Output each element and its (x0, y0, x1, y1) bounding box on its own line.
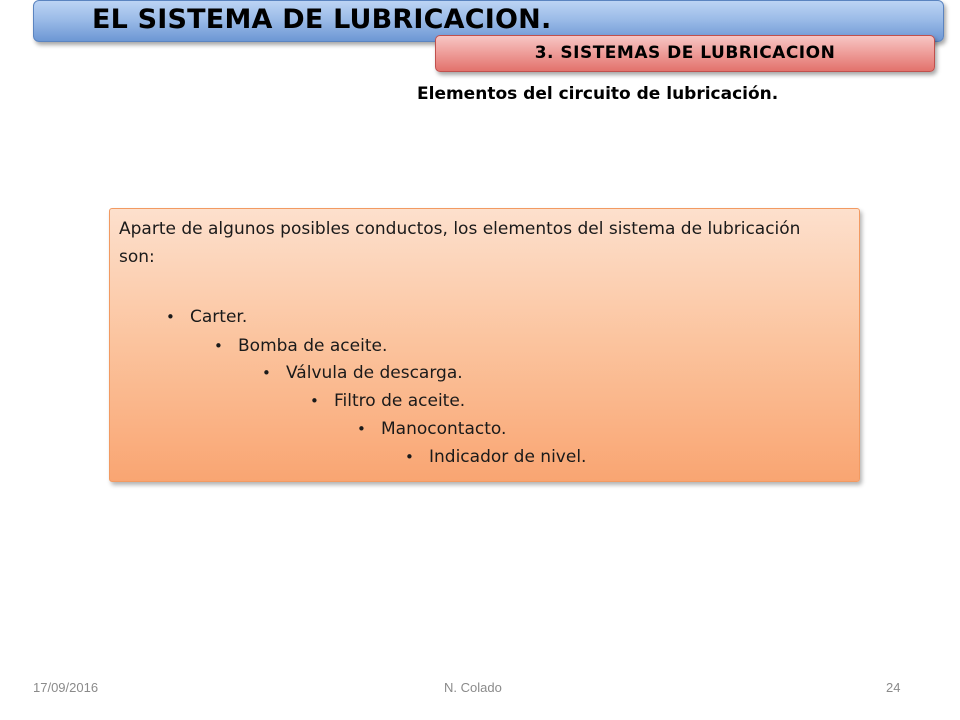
list-item (166, 303, 247, 331)
subtitle-banner (435, 35, 935, 72)
list-item-label: Manocontacto. (381, 419, 507, 439)
section-heading: Elementos del circuito de lubricación. (417, 84, 779, 104)
bullet-icon: • (310, 392, 319, 410)
bullet-icon: • (357, 420, 366, 438)
list-item-label: Carter. (190, 307, 248, 327)
list-item (405, 443, 586, 471)
bullet-icon: • (262, 364, 271, 382)
intro-text: Aparte de algunos posibles conductos, los elementos del sistema de lubricación son: (119, 219, 801, 267)
list-item (357, 415, 506, 443)
slide-title: EL SISTEMA DE LUBRICACION. (92, 4, 552, 35)
page-number: 24 (886, 680, 901, 695)
bullet-icon: • (214, 337, 223, 355)
bullet-icon: • (166, 308, 175, 326)
list-item-label: Válvula de descarga. (286, 363, 463, 383)
list-item-label: Indicador de nivel. (429, 447, 587, 467)
footer-date: 17/09/2016 (33, 680, 99, 695)
content-box (109, 208, 860, 482)
list-item (214, 332, 387, 360)
list-item-label: Bomba de aceite. (238, 336, 388, 356)
slide-subtitle: 3. SISTEMAS DE LUBRICACION (534, 43, 836, 63)
footer-author: N. Colado (444, 680, 502, 695)
list-item (310, 387, 465, 415)
list-item (262, 359, 463, 387)
bullet-icon: • (405, 448, 414, 466)
list-item-label: Filtro de aceite. (334, 391, 466, 411)
